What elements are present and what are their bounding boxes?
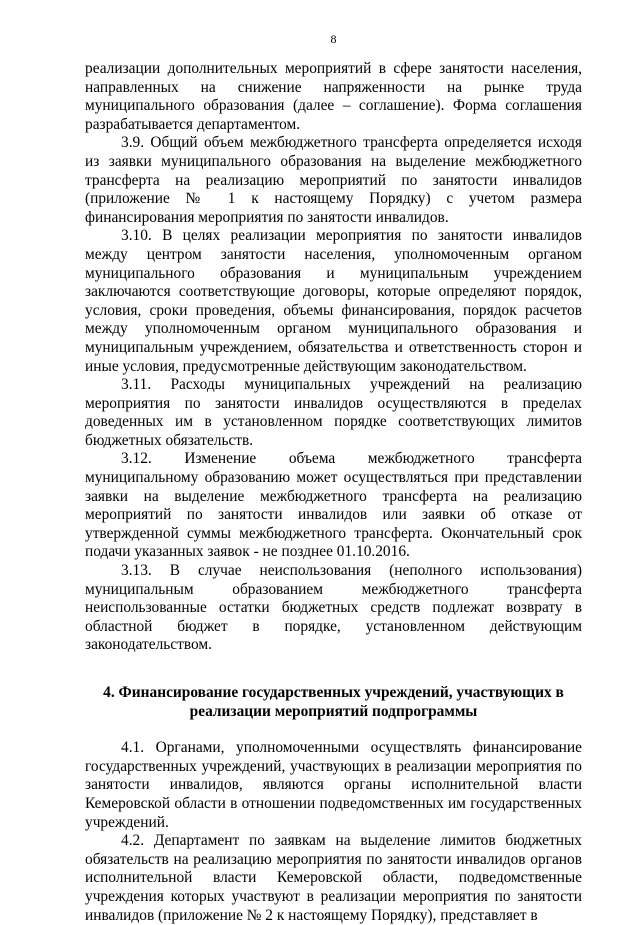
paragraph-3-9: 3.9. Общий объем межбюджетного трансферта определяется исходя из заявки муниципального образования на выделение межбюджетного трансферта на реализацию мероприятий по занятости инвалидов (приложение № 1 к настоящему Порядку) с учетом размера финансирования мероприятия по занятости инвалидов.	[85, 134, 582, 226]
paragraph-continuation: реализации дополнительных мероприятий в сфере занятости населения, направленных на снижение напряженности на рынке труда муниципального образования (далее – соглашение). Форма соглашения разрабатывается департаментом.	[85, 60, 582, 133]
section-heading: 4. Финансирование государственных учреждений, участвующих в реализации мероприятий подпрограммы	[103, 684, 564, 720]
paragraph-3-12: 3.12. Изменение объема межбюджетного трансферта муниципальному образованию может осуществляться при представлении заявки на выделение межбюджетного трансферта на реализацию мероприятий по занятости инвалидов или заявки об отказе от утвержденной суммы межбюджетного трансферта. Окончательный срок подачи указанных заявок - не позднее 01.10.2016.	[85, 450, 582, 561]
page-number: 8	[330, 32, 337, 46]
paragraph-3-10: 3.10. В целях реализации мероприятия по занятости инвалидов между центром занятости населения, уполномоченным органом муниципального образования и муниципальным учреждением заключаются соответствующие договоры, которые определяют порядок, условия, сроки проведения, объемы финансирования, порядок расчетов между уполномоченным органом муниципального образования и муниципальным учреждением, обязательства и ответственность сторон и иные условия, предусмотренные действующим законодательством.	[85, 227, 582, 375]
paragraph-4-1: 4.1. Органами, уполномоченными осуществлять финансирование государственных учреждений, участвующих в реализации мероприятия по занятости инвалидов, являются органы исполнительной власти Кемеровской области в отношении подведомственных им государственных учреждений.	[85, 739, 582, 831]
paragraph-3-13: 3.13. В случае неиспользования (неполного использования) муниципальным образованием межбюджетного трансферта неиспользованные остатки бюджетных средств подлежат возврату в областной бюджет в порядке, установленном действующим законодательством.	[85, 562, 582, 654]
paragraph-4-2: 4.2. Департамент по заявкам на выделение лимитов бюджетных обязательств на реализацию мероприятия по занятости инвалидов органов исполнительной власти Кемеровской области, подведомственные учреждения которых участвуют в реализации мероприятия по занятости инвалидов (приложение № 2 к настоящему Порядку), представляет в	[85, 832, 582, 924]
paragraph-3-11: 3.11. Расходы муниципальных учреждений на реализацию мероприятия по занятости инвалидов осуществляются в пределах доведенных им в установленном порядке соответствующих лимитов бюджетных обязательств.	[85, 376, 582, 449]
